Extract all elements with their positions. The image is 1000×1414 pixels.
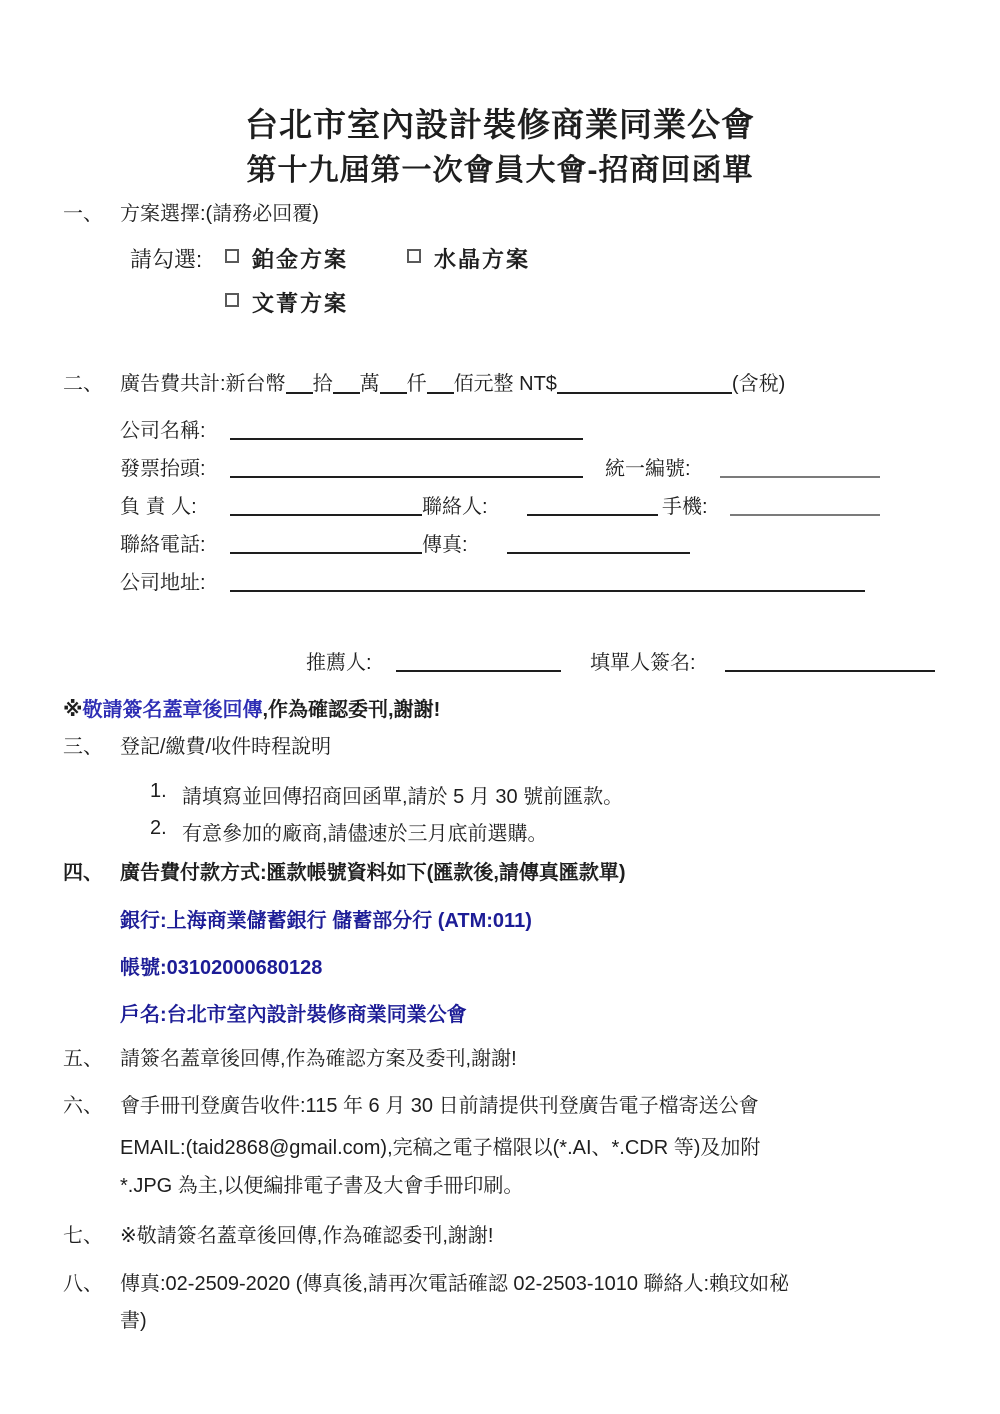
fee-unit-tenthousand: 萬 bbox=[359, 373, 380, 395]
section-6-row bbox=[63, 1089, 759, 1118]
invoice-row bbox=[0, 452, 1000, 482]
fee-thousand-blank[interactable] bbox=[380, 378, 407, 394]
note-blue-text: 敬請簽名蓋章後回傳 bbox=[82, 699, 263, 721]
section-6-line-2: EMAIL:(taid2868@gmail.com),完稿之電子檔限以(*.AI、*.CDR 等)及加附 bbox=[120, 1137, 761, 1159]
wenjing-plan-label: 文菁方案 bbox=[252, 291, 349, 316]
section-4-heading: 廣告費付款方式:匯款帳號資料如下(匯款後,請傳真匯款單) bbox=[120, 862, 626, 884]
section-7-number: 七、 bbox=[63, 1225, 103, 1247]
signer-label: 填單人簽名: bbox=[590, 652, 696, 674]
fee-unit-tens: 拾 bbox=[312, 373, 333, 395]
address-field[interactable] bbox=[230, 566, 865, 592]
schedule-item-1-number: 1. bbox=[150, 780, 167, 802]
company-name-field[interactable] bbox=[230, 414, 583, 440]
signer-field[interactable] bbox=[725, 646, 935, 672]
section-8-number: 八、 bbox=[63, 1273, 103, 1295]
section-7-text: ※敬請簽名蓋章後回傳,作為確認委刊,謝謝! bbox=[120, 1225, 494, 1247]
section-8-line-2: 書) bbox=[120, 1310, 147, 1332]
section-6-number: 六、 bbox=[63, 1095, 103, 1117]
tax-id-field[interactable] bbox=[720, 452, 880, 478]
address-row bbox=[0, 566, 1000, 596]
owner-label: 負 責 人: bbox=[120, 496, 197, 518]
section-8-row bbox=[63, 1267, 789, 1296]
section-7-row bbox=[63, 1219, 493, 1248]
section-6-line-3: *.JPG 為主,以便編排電子書及大會手冊印刷。 bbox=[120, 1175, 524, 1197]
section-3-heading: 登記/繳費/收件時程說明 bbox=[120, 736, 332, 758]
company-name-label: 公司名稱: bbox=[120, 420, 206, 442]
owner-row bbox=[0, 490, 1000, 520]
fee-tens-blank[interactable] bbox=[286, 378, 313, 394]
referrer-field[interactable] bbox=[396, 646, 561, 672]
section-3-heading-row bbox=[63, 730, 331, 759]
checkbox-crystal-plan[interactable] bbox=[407, 249, 421, 263]
contact-label: 聯絡人: bbox=[422, 496, 488, 518]
fax-field[interactable] bbox=[507, 528, 690, 554]
referrer-label: 推薦人: bbox=[306, 652, 372, 674]
section-2-fee-row bbox=[63, 367, 785, 396]
schedule-item-1-text: 請填寫並回傳招商回函單,請於 5 月 30 號前匯款。 bbox=[182, 786, 624, 808]
section-5-text: 請簽名蓋章後回傳,作為確認方案及委刊,謝謝! bbox=[120, 1048, 517, 1070]
referrer-row bbox=[0, 646, 1000, 676]
checkbox-platinum-plan[interactable] bbox=[225, 249, 239, 263]
fee-tenthousand-blank[interactable] bbox=[333, 378, 360, 394]
schedule-item-1 bbox=[150, 780, 623, 809]
crystal-plan-label: 水晶方案 bbox=[434, 247, 531, 272]
section-1-heading: 方案選擇:(請務必回覆) bbox=[120, 203, 319, 225]
checkbox-wenjing-plan[interactable] bbox=[225, 293, 239, 307]
note-rest-text: ,作為確認委刊,謝謝! bbox=[262, 699, 441, 721]
section-1-number: 一、 bbox=[63, 203, 103, 225]
schedule-item-2-text: 有意參加的廠商,請儘速於三月底前選購。 bbox=[182, 823, 548, 845]
tax-suffix: (含稅) bbox=[731, 373, 786, 395]
section-2-number: 二、 bbox=[63, 373, 103, 395]
contact-field[interactable] bbox=[527, 490, 658, 516]
address-label: 公司地址: bbox=[120, 572, 206, 594]
invoice-title-field[interactable] bbox=[230, 452, 583, 478]
mobile-label: 手機: bbox=[662, 496, 708, 518]
phone-row bbox=[0, 528, 1000, 558]
plan-choice-row-1 bbox=[0, 243, 1000, 273]
section-5-row bbox=[63, 1042, 517, 1071]
section-4-number: 四、 bbox=[63, 862, 103, 884]
company-name-row bbox=[0, 414, 1000, 444]
org-title: 台北市室內設計裝修商業同業公會 bbox=[245, 106, 755, 143]
checkbox-prompt: 請勾選: bbox=[130, 247, 203, 272]
account-holder-line: 戶名:台北市室內設計裝修商業同業公會 bbox=[120, 1004, 467, 1026]
schedule-item-2 bbox=[150, 817, 548, 846]
section-8-line-1: 傳真:02-2509-2020 (傳真後,請再次電話確認 02-2503-1010 聯絡人:賴玟如秘 bbox=[120, 1273, 790, 1295]
amount-blank[interactable] bbox=[557, 378, 732, 394]
fee-unit-hundred: 佰元整 bbox=[453, 373, 514, 395]
section-4-heading-row bbox=[63, 856, 626, 885]
fee-unit-thousand: 仟 bbox=[406, 373, 427, 395]
fee-hundred-blank[interactable] bbox=[427, 378, 454, 394]
phone-field[interactable] bbox=[230, 528, 422, 554]
fax-label: 傳真: bbox=[422, 534, 468, 556]
fee-line bbox=[120, 367, 785, 396]
phone-label: 聯絡電話: bbox=[120, 534, 206, 556]
section-6-line-1: 會手冊刊登廣告收件:115 年 6 月 30 日前請提供刊登廣告電子檔寄送公會 bbox=[120, 1095, 759, 1117]
bank-account-line: 帳號:03102000680128 bbox=[120, 957, 323, 979]
fee-prefix: 廣告費共計:新台幣 bbox=[120, 373, 286, 395]
section-1-heading-row bbox=[63, 197, 319, 226]
plan-choice-row-2 bbox=[0, 287, 1000, 317]
bank-name-line: 銀行:上海商業儲蓄銀行 儲蓄部分行 (ATM:011) bbox=[120, 910, 532, 932]
section-3-number: 三、 bbox=[63, 736, 103, 758]
platinum-plan-label: 鉑金方案 bbox=[252, 247, 349, 272]
tax-id-label: 統一編號: bbox=[605, 458, 691, 480]
schedule-item-2-number: 2. bbox=[150, 817, 167, 839]
note-mark: ※ bbox=[63, 699, 83, 721]
section-5-number: 五、 bbox=[63, 1048, 103, 1070]
form-title: 第十九屆第一次會員大會-招商回函單 bbox=[246, 154, 754, 187]
owner-field[interactable] bbox=[230, 490, 422, 516]
currency-label: NT$ bbox=[519, 373, 557, 395]
confirm-note bbox=[63, 693, 440, 722]
mobile-field[interactable] bbox=[730, 490, 880, 516]
invoice-title-label: 發票抬頭: bbox=[120, 458, 206, 480]
